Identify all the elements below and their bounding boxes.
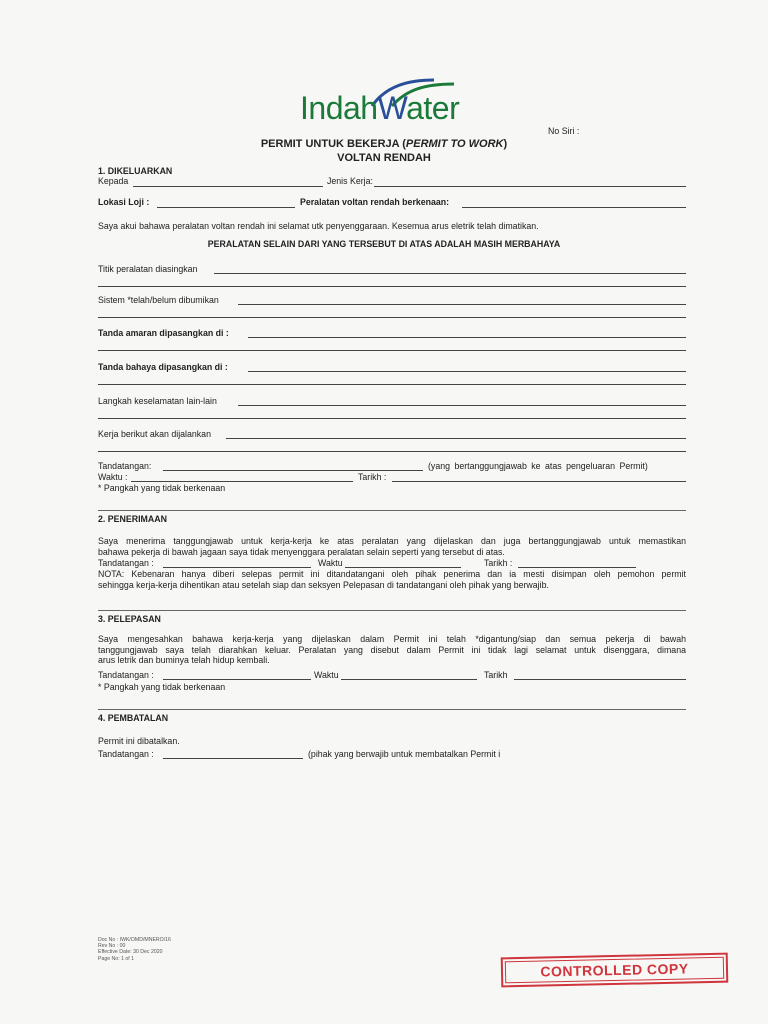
lokasi-loji-field[interactable] xyxy=(157,207,295,208)
s3-waktu-label: Waktu xyxy=(314,670,339,680)
titik-label: Titik peralatan diasingkan xyxy=(98,264,198,274)
section1-heading: 1. DIKELUARKAN xyxy=(98,166,173,176)
jenis-kerja-field[interactable] xyxy=(374,186,686,187)
s2-tandatangan-field[interactable] xyxy=(163,567,311,568)
s2-waktu-label: Waktu xyxy=(318,558,343,568)
s3-waktu-field[interactable] xyxy=(341,679,477,680)
section3-paragraph: Saya mengesahkan bahawa kerja-kerja yang dijelaskan dalam Permit ini telah *digantung/siap dan semua pekerja di bawah tanggungjawab saya telah diarahkan keluar. Peralatan yang disebut dalam Permit ini tidak lagi selamat untuk disenggara, dimana arus letrik dan buminya telah hidup kembali. xyxy=(98,634,686,666)
s1-tarikh-field[interactable] xyxy=(392,481,686,482)
kerja-label: Kerja berikut akan dijalankan xyxy=(98,429,211,439)
s3-note: * Pangkah yang tidak berkenaan xyxy=(98,682,226,692)
s1-waktu-label: Waktu : xyxy=(98,472,128,482)
logo-text-ater: ater xyxy=(406,90,460,126)
langkah-field[interactable] xyxy=(238,405,686,406)
controlled-copy-stamp xyxy=(501,953,729,988)
amaran-field-line2[interactable] xyxy=(98,350,686,351)
s1-tandatangan-label: Tandatangan: xyxy=(98,461,152,471)
kerja-field-line2[interactable] xyxy=(98,451,686,452)
kepada-label: Kepada xyxy=(98,176,129,186)
s1-tarikh-label: Tarikh : xyxy=(358,472,387,482)
section3-divider xyxy=(98,709,686,710)
page-no: Page No: 1 of 1 xyxy=(98,955,135,962)
s1-waktu-field[interactable] xyxy=(131,481,353,482)
section2-paragraph: Saya menerima tanggungjawab untuk kerja-kerja ke atas peralatan yang dijelaskan dan juga bertanggungjawab untuk memastikan bahawa pekerja di bawah jagaan saya tidak menyenggara peralatan selain seperti yang tersebut di atas. xyxy=(98,536,686,557)
page-subtitle: VOLTAN RENDAH xyxy=(337,152,431,164)
effective-date: Effective Date: 30 Dec 2020 xyxy=(98,949,163,956)
s1-tandatangan-field[interactable] xyxy=(163,470,423,471)
amaran-label: Tanda amaran dipasangkan di : xyxy=(98,328,229,338)
section3-heading: 3. PELEPASAN xyxy=(98,614,161,624)
s2-tandatangan-label: Tandatangan : xyxy=(98,558,154,568)
amaran-field[interactable] xyxy=(248,337,686,338)
section4-heading: 4. PEMBATALAN xyxy=(98,713,169,723)
s4-tandatangan-label: Tandatangan : xyxy=(98,749,154,759)
logo-text-indah: Indah xyxy=(300,90,378,126)
titik-field-line2[interactable] xyxy=(98,286,686,287)
langkah-field-line2[interactable] xyxy=(98,418,686,419)
doc-no: Doc No : IWK/OMD/MNERO/16 xyxy=(98,937,171,943)
sistem-label: Sistem *telah/belum dibumikan xyxy=(98,295,219,305)
section1-divider xyxy=(98,510,686,511)
langkah-label: Langkah keselamatan lain-lain xyxy=(98,396,217,406)
stamp-text: CONTROLLED COPY xyxy=(540,960,689,980)
sistem-field[interactable] xyxy=(238,304,686,305)
s1-note: * Pangkah yang tidak berkenaan xyxy=(98,483,226,493)
bahaya-field[interactable] xyxy=(248,371,686,372)
s4-tandatangan-field[interactable] xyxy=(163,758,303,759)
kepada-field[interactable] xyxy=(133,186,323,187)
s1-tanggungjawab-text: (yang bertanggungjawab ke atas pengeluaran Permit) xyxy=(428,461,648,471)
jenis-kerja-label: Jenis Kerja: xyxy=(327,176,373,186)
s4-pihak-text: (pihak yang berwajib untuk membatalkan Permit i xyxy=(308,749,501,759)
s2-tarikh-label: Tarikh : xyxy=(484,558,513,568)
s3-tandatangan-field[interactable] xyxy=(163,679,311,680)
section2-nota: NOTA: Kebenaran hanya diberi selepas permit ini ditandatangani oleh pihak penerima dan ia mesti disimpan oleh pemohon permit sehingga kerja-kerja dihentikan atau setelah siap dan seksyen Pelepasan di tandatangani oleh pihak yang berwajib. xyxy=(98,569,686,590)
logo-text-w: W xyxy=(377,90,407,126)
rev-no: Rev No : 00 xyxy=(98,943,126,950)
dibatalkan-text: Permit ini dibatalkan. xyxy=(98,736,180,746)
s3-tarikh-field[interactable] xyxy=(514,679,686,680)
peralatan-voltan-label: Peralatan voltan rendah berkenaan: xyxy=(300,197,450,207)
kerja-field[interactable] xyxy=(226,438,686,439)
bahaya-label: Tanda bahaya dipasangkan di : xyxy=(98,362,228,372)
bahaya-field-line2[interactable] xyxy=(98,384,686,385)
page-title: PERMIT UNTUK BEKERJA (PERMIT TO WORK) xyxy=(260,138,508,150)
indah-water-logo xyxy=(300,76,490,126)
titik-field[interactable] xyxy=(214,273,686,274)
s2-waktu-field[interactable] xyxy=(345,567,461,568)
section2-heading: 2. PENERIMAAN xyxy=(98,514,167,524)
peralatan-voltan-field[interactable] xyxy=(462,207,686,208)
section1-statement: Saya akui bahawa peralatan voltan rendah ini selamat utk penyenggaraan. Kesemua arus eletrik telah dimatikan. xyxy=(98,221,539,231)
lokasi-loji-label: Lokasi Loji : xyxy=(98,197,150,207)
no-siri-label: No Siri : xyxy=(548,126,580,136)
document-footer xyxy=(98,937,171,962)
warning-text: PERALATAN SELAIN DARI YANG TERSEBUT DI ATAS ADALAH MASIH MERBAHAYA xyxy=(207,239,561,249)
s3-tandatangan-label: Tandatangan : xyxy=(98,670,154,680)
sistem-field-line2[interactable] xyxy=(98,317,686,318)
s3-tarikh-label: Tarikh xyxy=(484,670,508,680)
section2-divider xyxy=(98,610,686,611)
s2-tarikh-field[interactable] xyxy=(518,567,636,568)
